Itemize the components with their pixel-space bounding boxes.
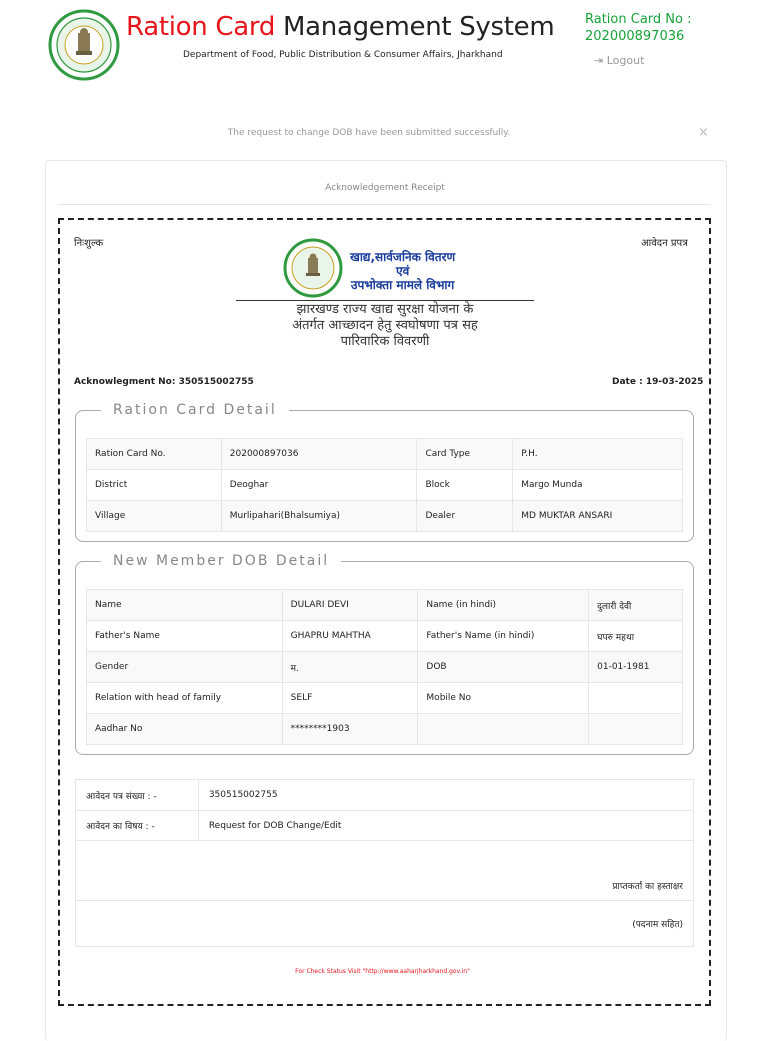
scheme-title-hindi [230,302,540,350]
logout-label: Logout [606,54,645,67]
table-row [76,780,694,811]
table-row [87,683,683,714]
free-of-cost-label: निःशुल्क [74,238,104,249]
table-row [87,652,683,683]
status-check-link[interactable]: For Check Status Visit "http://www.aaharjharkhand.gov.in" [295,968,470,975]
field-value: Request for DOB Change/Edit [198,811,693,841]
ration-card-number: 202000897036 [585,29,685,44]
department-subtitle: Department of Food, Public Distribution & Consumer Affairs, Jharkhand [183,50,503,60]
application-info-table [75,779,694,947]
field-label: Dealer [417,501,513,532]
scheme-title-line3: पारिवारिक विवरणी [340,334,430,349]
field-value: Murlipahari(Bhalsumiya) [221,501,417,532]
department-emblem-logo [280,238,346,298]
field-value [589,683,683,714]
field-value: घपरु महथा [589,621,683,652]
scheme-title-line2: अंतर्गत आच्छादन हेतु स्वघोषणा पत्र सह [292,318,478,333]
field-label: Gender [87,652,283,683]
department-name-line1: खाद्य,सार्वजनिक वितरण [350,250,456,264]
field-value: 350515002755 [198,780,693,811]
field-value: GHAPRU MAHTHA [282,621,418,652]
field-label: Mobile No [418,683,589,714]
member-dob-detail-table [86,589,683,745]
field-label: Village [87,501,222,532]
field-label: District [87,470,222,501]
field-value: Deoghar [221,470,417,501]
application-form-label: आवेदन प्रपत्र [641,238,688,249]
table-row [76,841,694,901]
field-value: SELF [282,683,418,714]
section-title: New Member DOB Detail [113,553,330,569]
field-label: आवेदन पत्र संख्या : - [76,780,199,811]
field-label: Card Type [417,439,513,470]
department-name-line3: उपभोक्ता मामले विभाग [350,278,455,292]
receipt-panel-title: Acknowledgement Receipt [325,183,445,193]
divider [57,204,711,205]
ration-card-detail-table [86,438,683,532]
table-row [87,439,683,470]
jharkhand-emblem-logo [48,9,120,81]
field-value: म. [282,652,418,683]
app-title [126,10,554,44]
field-label: Father's Name (in hindi) [418,621,589,652]
field-label: Name [87,590,283,621]
field-label: Ration Card No. [87,439,222,470]
field-value: 202000897036 [221,439,417,470]
field-value: दुलारी देवी [589,590,683,621]
success-alert-message: The request to change DOB have been submitted successfully. [227,128,511,138]
app-title-accent: Ration Card [126,12,276,42]
field-label: आवेदन का विषय : - [76,811,199,841]
table-row [76,901,694,947]
section-title: Ration Card Detail [113,402,277,418]
signature-label: प्राप्तकर्ता का हस्ताक्षर [76,841,694,901]
field-value: ********1903 [282,714,418,745]
divider [236,300,534,301]
table-row [87,590,683,621]
table-row [76,811,694,841]
ration-card-header [585,11,691,45]
logout-link[interactable] [594,54,644,67]
field-label: Aadhar No [87,714,283,745]
table-row [87,470,683,501]
app-title-rest: Management System [275,12,555,42]
department-name-line2: एवं [395,264,410,278]
field-label: Block [417,470,513,501]
table-row [87,714,683,745]
field-value [589,714,683,745]
field-value: DULARI DEVI [282,590,418,621]
field-label [418,714,589,745]
designation-label: (पदनाम सहित) [76,901,694,947]
close-icon[interactable]: × [698,125,709,140]
field-value: P.H. [513,439,683,470]
scheme-title-line1: झारखण्ड राज्य खाद्य सुरक्षा योजना के [296,302,474,317]
field-label: DOB [418,652,589,683]
receipt-date: Date : 19-03-2025 [612,377,704,387]
field-label: Relation with head of family [87,683,283,714]
acknowledgement-number: Acknowlegment No: 350515002755 [74,377,254,387]
ration-card-label: Ration Card No : [585,12,692,27]
field-value: Margo Munda [513,470,683,501]
field-label: Name (in hindi) [418,590,589,621]
logout-icon: ⇥ [594,54,604,67]
table-row [87,501,683,532]
field-label: Father's Name [87,621,283,652]
department-name-hindi [350,250,455,292]
table-row [87,621,683,652]
field-value: MD MUKTAR ANSARI [513,501,683,532]
field-value: 01-01-1981 [589,652,683,683]
